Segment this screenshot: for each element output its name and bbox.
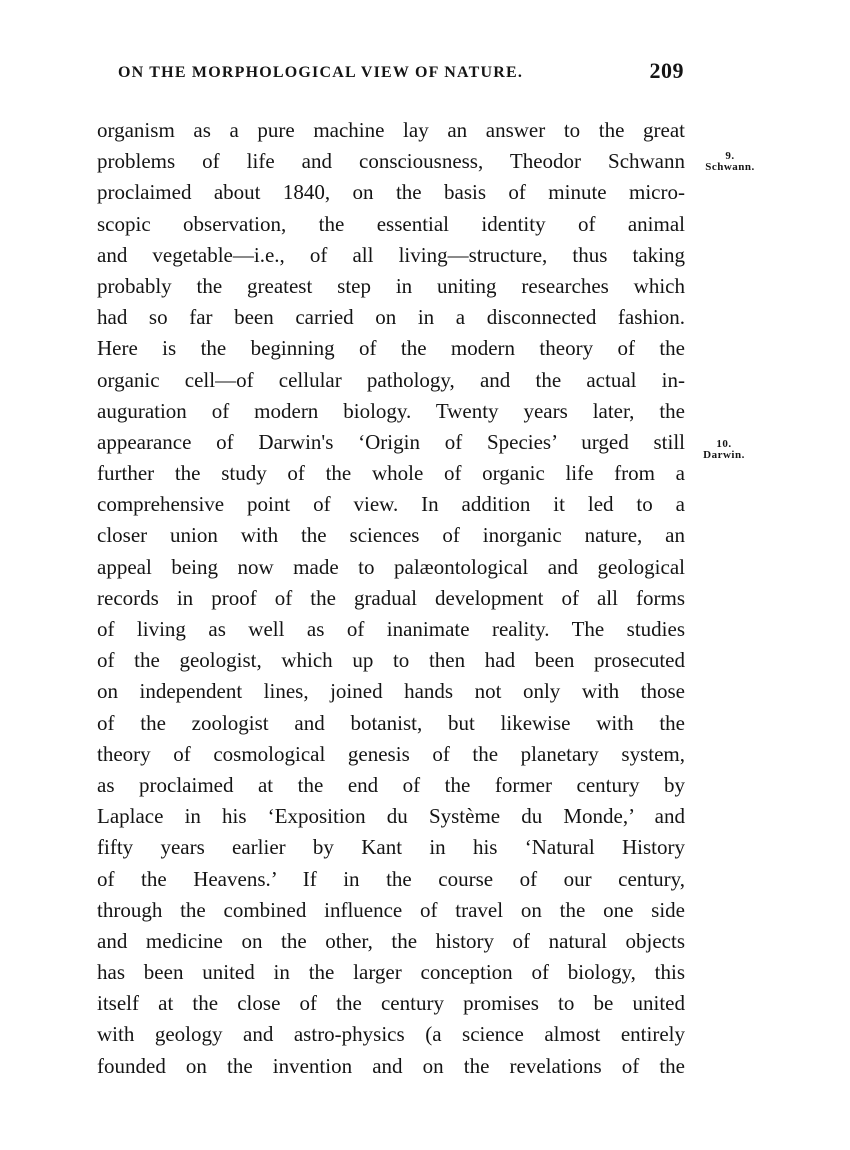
text-line: organism as a pure machine lay an answer to the great	[97, 118, 685, 142]
text-line: founded on the invention and on the revelations of the	[97, 1053, 685, 1078]
text-line: through the combined influence of travel on the one side	[97, 897, 685, 922]
margin-note-label: Darwin.	[703, 449, 745, 461]
text-line: and vegetable—i.e., of all living—structure, thus taking	[97, 242, 685, 267]
text-line: with geology and astro-physics (a science almost entirely	[97, 1022, 685, 1047]
text-line: appearance of Darwin's ‘Origin of Species’ urged still	[97, 429, 685, 454]
running-head	[118, 58, 684, 90]
text-line: of living as well as of inanimate reality. The studies	[97, 617, 685, 641]
margin-note-darwin	[694, 439, 754, 461]
text-line: of the zoologist and botanist, but likewise with the	[97, 710, 685, 735]
text-line: scopic observation, the essential identity of animal	[97, 211, 685, 236]
text-line: organic cell—of cellular pathology, and the actual in-	[97, 367, 685, 392]
text-line: comprehensive point of view. In addition it led to a	[97, 492, 685, 517]
text-line: proclaimed about 1840, on the basis of minute micro-	[97, 180, 685, 205]
text-line: probably the greatest step in uniting researches which	[97, 273, 685, 298]
text-line: had so far been carried on in a disconnected fashion.	[97, 305, 685, 330]
margin-note-number: 9.	[725, 150, 735, 162]
text-line: on independent lines, joined hands not only with those	[97, 679, 685, 704]
text-line: of the Heavens.’ If in the course of our century,	[97, 866, 685, 891]
text-line: and medicine on the other, the history of natural objects	[97, 928, 685, 953]
text-line: has been united in the larger conception of biology, this	[97, 960, 685, 985]
text-line: fifty years earlier by Kant in his ‘Natural History	[97, 835, 685, 860]
text-line: Laplace in his ‘Exposition du Système du Monde,’ and	[97, 804, 685, 829]
text-line: records in proof of the gradual development of all forms	[97, 585, 685, 610]
text-line: as proclaimed at the end of the former century by	[97, 772, 685, 797]
text-line: of the geologist, which up to then had been prosecuted	[97, 648, 685, 673]
page-number: 209	[649, 58, 684, 83]
text-line: closer union with the sciences of inorganic nature, an	[97, 523, 685, 548]
margin-note-schwann	[700, 151, 760, 173]
running-title: ON THE MORPHOLOGICAL VIEW OF NATURE.	[118, 64, 524, 81]
body-text	[97, 115, 685, 1082]
text-line: theory of cosmological genesis of the planetary system,	[97, 741, 685, 766]
margin-note-label: Schwann.	[705, 161, 755, 173]
text-line: Here is the beginning of the modern theory of the	[97, 336, 685, 361]
text-line: auguration of modern biology. Twenty years later, the	[97, 398, 685, 423]
text-line: itself at the close of the century promises to be united	[97, 991, 685, 1016]
text-line: problems of life and consciousness, Theodor Schwann	[97, 149, 685, 174]
text-line: appeal being now made to palæontological and geological	[97, 554, 685, 579]
margin-note-number: 10.	[716, 438, 732, 450]
text-line: further the study of the whole of organic life from a	[97, 461, 685, 486]
